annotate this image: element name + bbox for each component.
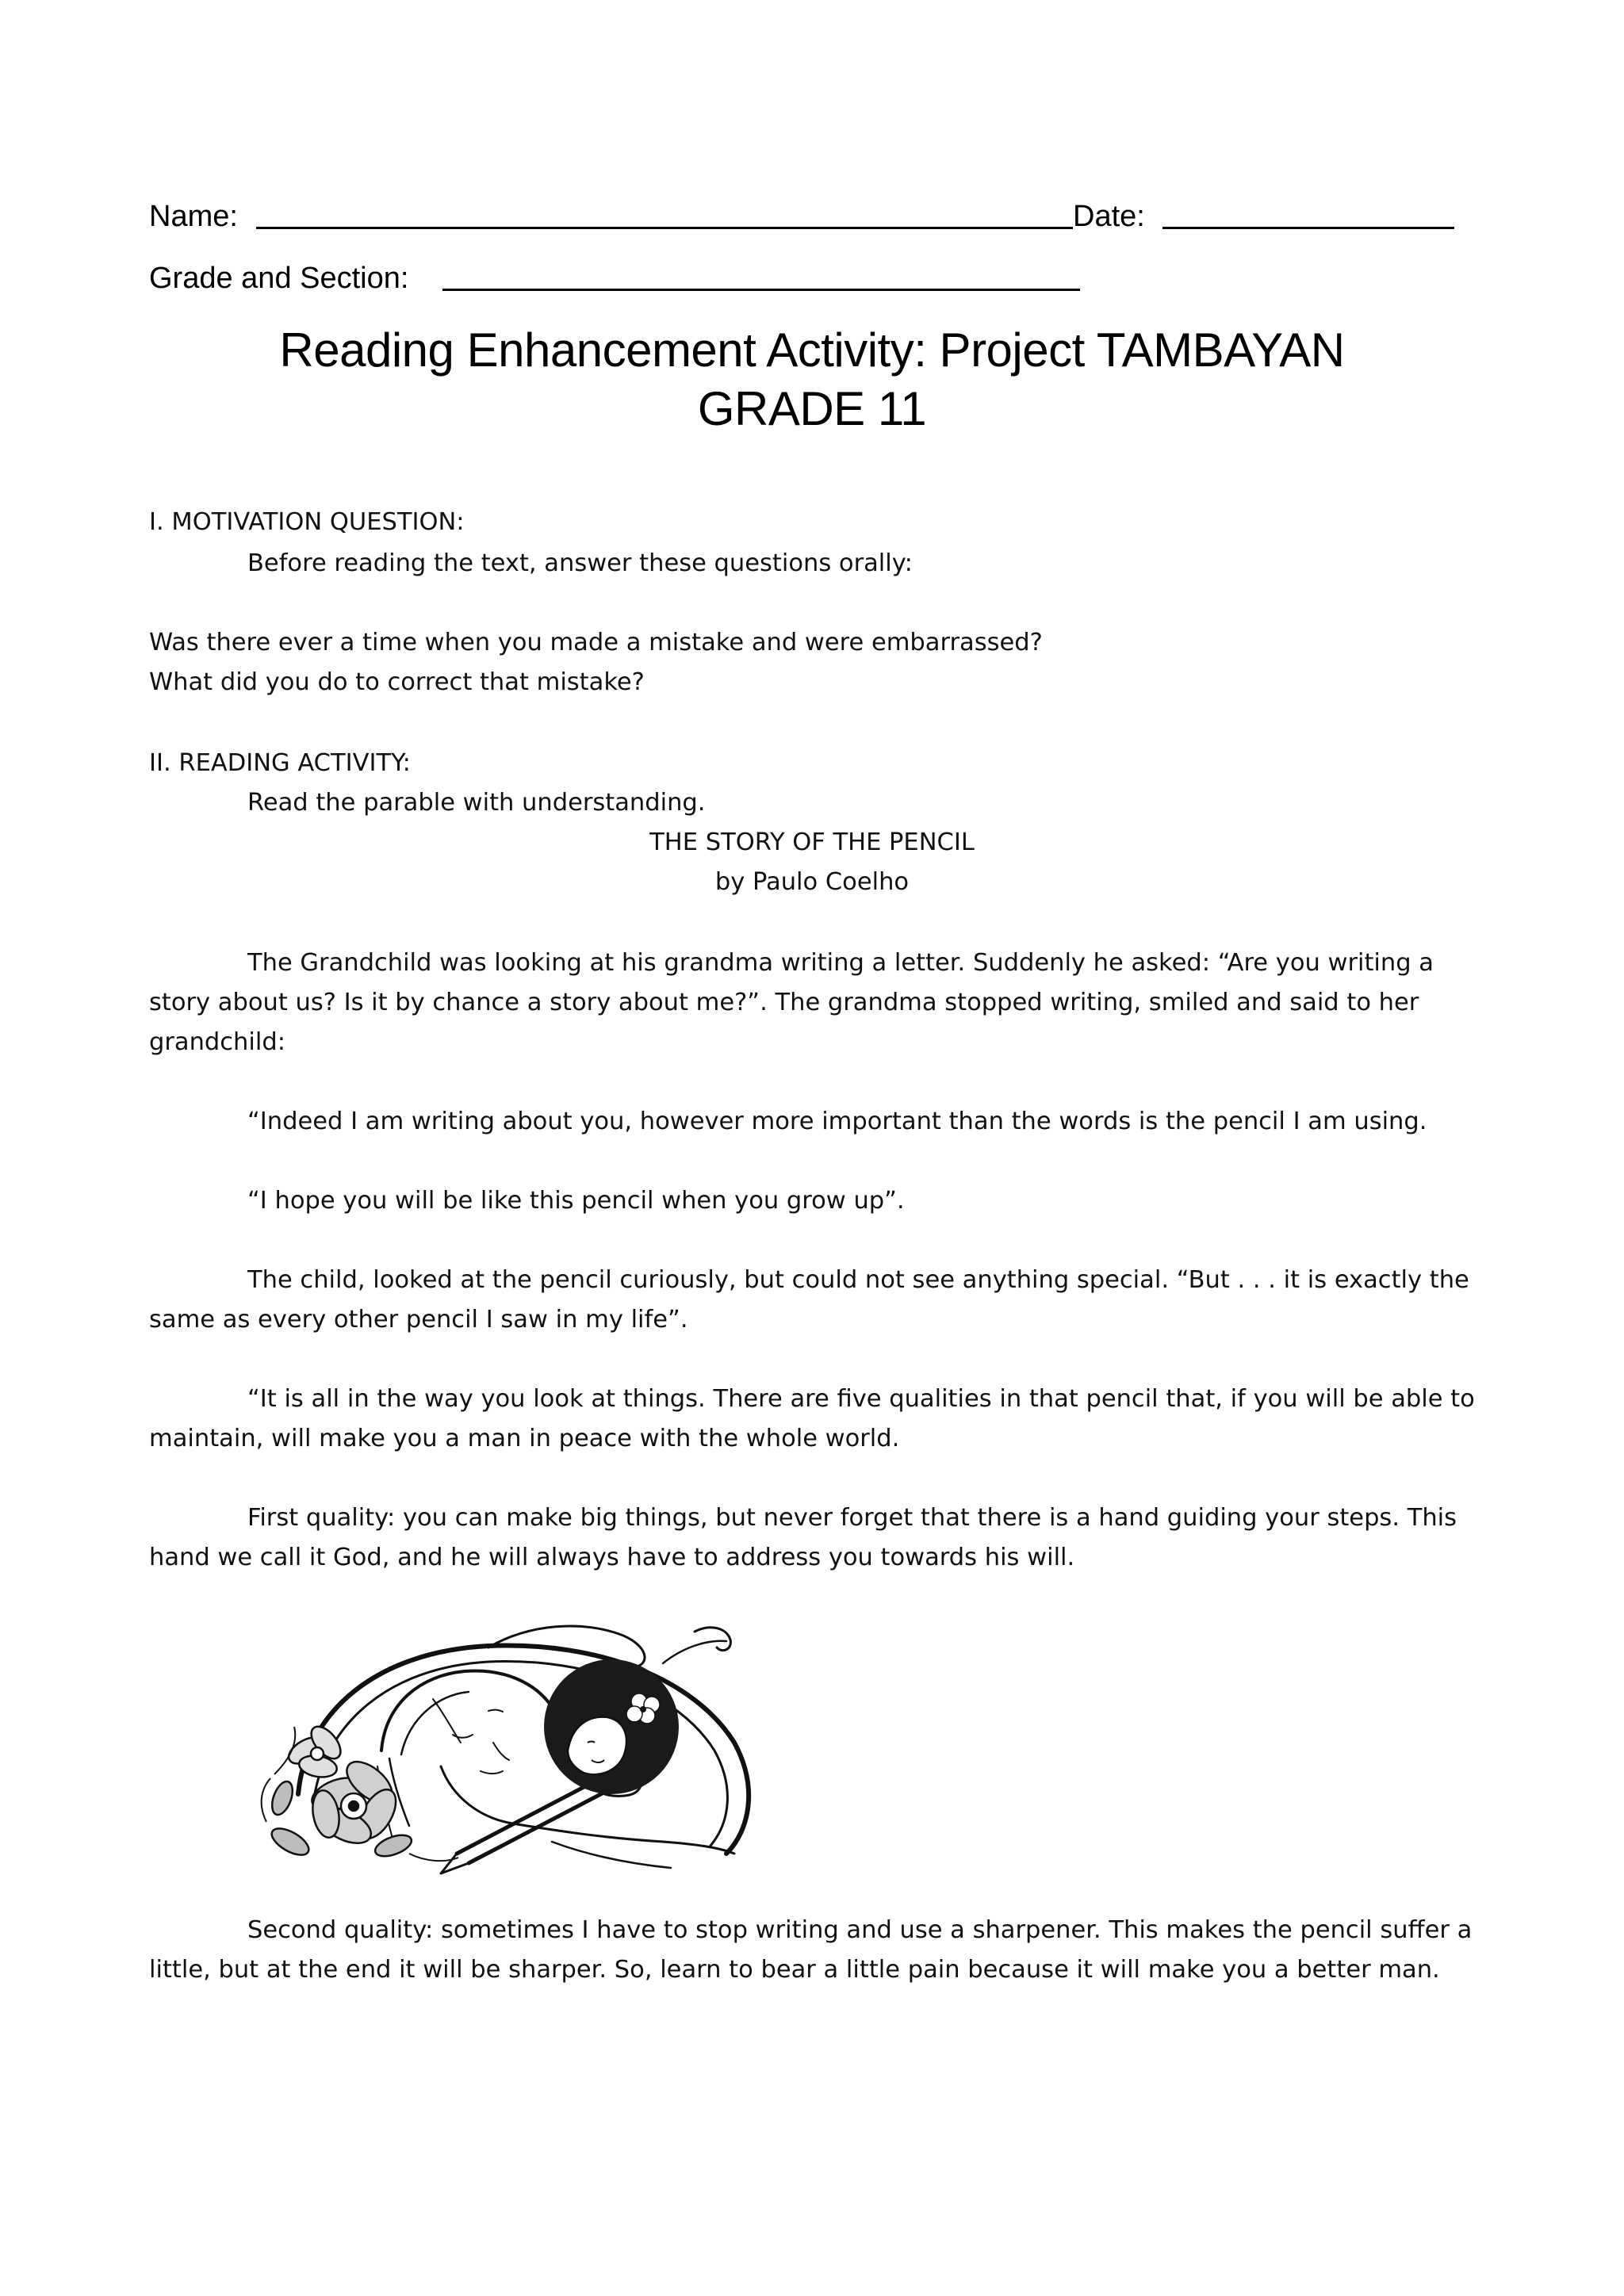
story-paragraph-5-line-2: maintain, will make you a man in peace with the whole world.: [149, 1425, 900, 1452]
story-paragraph-1-line-3: grandchild:: [149, 1028, 285, 1056]
story-paragraph-6-line-1: First quality: you can make big things, but never forget that there is a hand guiding your steps. This: [247, 1504, 1457, 1532]
grade-section-blank-line[interactable]: [442, 289, 1080, 291]
grade-title: GRADE 11: [697, 382, 927, 435]
story-paragraph-4-line-1: The child, looked at the pencil curiously, but could not see anything special. “But . . . it is exactly the: [247, 1266, 1469, 1294]
motivation-heading: I. MOTIVATION QUESTION:: [149, 508, 465, 536]
story-title: THE STORY OF THE PENCIL: [649, 828, 975, 856]
story-author: by Paulo Coelho: [714, 868, 910, 896]
story-paragraph-1-line-1: The Grandchild was looking at his grandma writing a letter. Suddenly he asked: “Are you writing a: [247, 949, 1434, 977]
date-blank-line[interactable]: [1162, 227, 1454, 229]
story-paragraph-2: “Indeed I am writing about you, however more important than the words is the pencil I am using.: [247, 1108, 1427, 1135]
name-blank-line[interactable]: [256, 227, 1073, 229]
motivation-question-1: Was there ever a time when you made a mistake and were embarrassed?: [149, 629, 1043, 656]
grade-section-label: Grade and Section:: [149, 262, 409, 295]
reading-activity-heading: II. READING ACTIVITY:: [149, 749, 411, 777]
story-paragraph-1-line-2: story about us? Is it by chance a story about me?”. The grandma stopped writing, smiled and said to her: [149, 989, 1419, 1016]
story-paragraph-4-line-2: same as every other pencil I saw in my life”.: [149, 1306, 688, 1334]
page-title: Reading Enhancement Activity: Project TAMBAYAN: [279, 323, 1345, 377]
reading-activity-instruction: Read the parable with understanding.: [247, 789, 706, 817]
date-label: Date:: [1073, 200, 1145, 233]
name-label: Name:: [149, 200, 238, 233]
story-paragraph-6-line-2: hand we call it God, and he will always have to address you towards his will.: [149, 1544, 1075, 1571]
story-paragraph-3: “I hope you will be like this pencil when you grow up”.: [247, 1187, 905, 1215]
motivation-instruction: Before reading the text, answer these questions orally:: [247, 549, 913, 577]
story-paragraph-7-line-1: Second quality: sometimes I have to stop writing and use a sharpener. This makes the pencil suffer a: [247, 1916, 1473, 1944]
grandma-child-pencil-illustration: [251, 1616, 822, 1877]
story-paragraph-5-line-1: “It is all in the way you look at things. There are five qualities in that pencil that, if you will be able to: [247, 1385, 1475, 1413]
motivation-question-2: What did you do to correct that mistake?: [149, 668, 645, 696]
story-paragraph-7-line-2: little, but at the end it will be sharper. So, learn to bear a little pain because it will make you a better man.: [149, 1956, 1440, 1984]
